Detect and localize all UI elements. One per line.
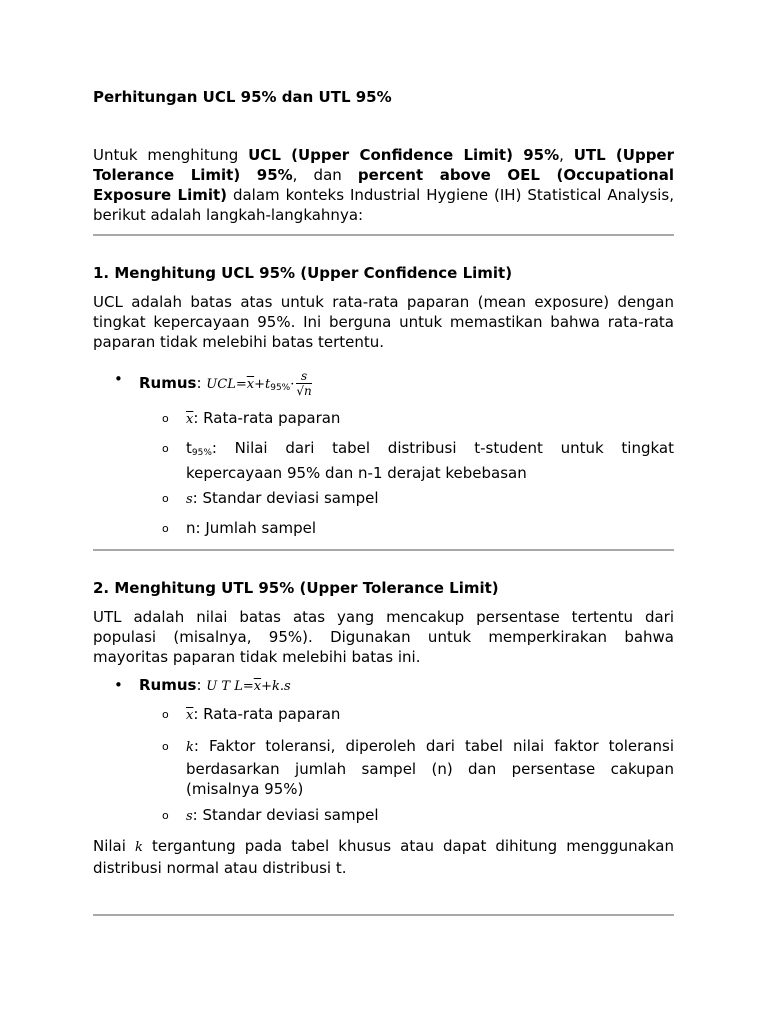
item-symbol: $\overline{x}$ <box>186 412 194 427</box>
formula-t-sub: 95% <box>270 383 291 393</box>
item-symbol: s <box>186 809 193 824</box>
intro-text-1: Untuk menghitung <box>93 146 249 164</box>
item-symbol: t <box>186 439 192 457</box>
section2-heading: 2. Menghitung UTL 95% (Upper Tolerance Limit) <box>93 579 499 597</box>
item-description: : Standar deviasi sampel <box>192 489 379 507</box>
item-symbol-sub: 95% <box>191 448 212 458</box>
formula-plus: + <box>254 377 265 392</box>
sub-bullet-icon: o <box>162 522 169 535</box>
formula-xbar: $\overline{x}$ <box>253 679 262 694</box>
sub-bullet-icon: o <box>162 740 169 753</box>
intro-paragraph <box>93 145 674 225</box>
sub-bullet-icon: o <box>162 708 169 721</box>
item-description: : Standar deviasi sampel <box>192 806 379 824</box>
formula-s: s <box>284 679 291 694</box>
formula-lhs: UCL <box>206 377 236 392</box>
item-description: : Nilai dari tabel distribusi t-student untuk tingkat kepercayaan 95% dan n-1 derajat kebebasan <box>186 439 674 482</box>
item-text <box>186 736 674 800</box>
sub-bullet-icon: o <box>162 412 169 425</box>
sqrt-icon: √ <box>296 384 305 398</box>
sub-bullet-icon: o <box>162 492 169 505</box>
item-symbol: s <box>186 492 193 507</box>
horizontal-rule <box>93 914 674 916</box>
note-text-2: tergantung pada tabel khusus atau dapat dihitung menggunakan distribusi normal atau distribusi t. <box>93 837 674 877</box>
sub-bullet-icon: o <box>162 442 169 455</box>
formula-eq: = <box>242 679 254 694</box>
item-text <box>186 704 674 726</box>
formula-label: Rumus <box>139 374 197 392</box>
item-text <box>186 805 674 827</box>
formula-k: k <box>271 679 280 694</box>
intro-text-4: dalam konteks Industrial Hygiene (IH) Statistical Analysis, berikut adalah langkah-langkahnya: <box>93 186 674 224</box>
item-text <box>186 488 674 510</box>
item-description: : Jumlah sampel <box>195 519 317 537</box>
item-description: : Rata-rata paparan <box>193 409 341 427</box>
section1-heading: 1. Menghitung UCL 95% (Upper Confidence Limit) <box>93 264 513 282</box>
section1-description: UCL adalah batas atas untuk rata-rata paparan (mean exposure) dengan tingkat kepercayaan 95%. Ini berguna untuk memastikan bahwa rata-rata paparan tidak melebihi batas tertentu. <box>93 293 674 351</box>
item-text <box>186 408 674 430</box>
formula-t: t <box>265 377 271 392</box>
sub-bullet-icon: o <box>162 809 169 822</box>
formula-label: Rumus <box>139 676 197 694</box>
note-symbol: k <box>135 840 143 855</box>
formula-plus: + <box>261 679 272 694</box>
formula-fraction <box>296 369 311 398</box>
formula-eq: = <box>235 377 247 392</box>
section2-formula <box>139 675 291 697</box>
horizontal-rule <box>93 549 674 551</box>
sqrt-radicand: n <box>304 384 312 398</box>
item-symbol: $\overline{x}$ <box>186 708 194 723</box>
intro-bold-ucl: UCL (Upper Confidence Limit) 95% <box>248 146 560 164</box>
formula-dot: . <box>279 679 285 694</box>
formula-lhs: U T L <box>206 679 243 694</box>
item-symbol: k <box>186 740 194 755</box>
horizontal-rule <box>93 234 674 236</box>
section2-note <box>93 836 674 878</box>
fraction-numerator: s <box>296 369 311 384</box>
item-symbol: n <box>186 519 196 537</box>
formula-dot: · <box>290 377 295 392</box>
formula-colon: : <box>196 374 207 392</box>
section2-description: UTL adalah nilai batas atas yang mencakup persentase tertentu dari populasi (misalnya, 95%). Digunakan untuk memperkirakan bahwa mayoritas paparan tidak melebihi batas ini. <box>93 608 674 666</box>
fraction-denominator <box>296 384 311 398</box>
intro-text-2: , <box>559 146 574 164</box>
bullet-icon: • <box>114 676 123 694</box>
item-text <box>186 518 674 538</box>
intro-bold-oel: percent above OEL (Occupational Exposure Limit) <box>93 166 674 204</box>
formula-colon: : <box>196 676 207 694</box>
note-text-1: Nilai <box>93 837 135 855</box>
intro-bold-utl: UTL (Upper Tolerance Limit) 95% <box>93 146 675 184</box>
document-title: Perhitungan UCL 95% dan UTL 95% <box>93 88 392 106</box>
item-description: : Faktor toleransi, diperoleh dari tabel nilai faktor toleransi berdasarkan jumlah sampel (n) dan persentase cakupan (misalnya 95%) <box>186 737 674 798</box>
formula-xbar: $\overline{x}$ <box>246 377 255 392</box>
bullet-icon: • <box>114 370 123 388</box>
item-description: : Rata-rata paparan <box>193 705 341 723</box>
section1-formula <box>139 369 312 398</box>
intro-text-3: , dan <box>292 166 358 184</box>
item-text <box>186 438 674 483</box>
